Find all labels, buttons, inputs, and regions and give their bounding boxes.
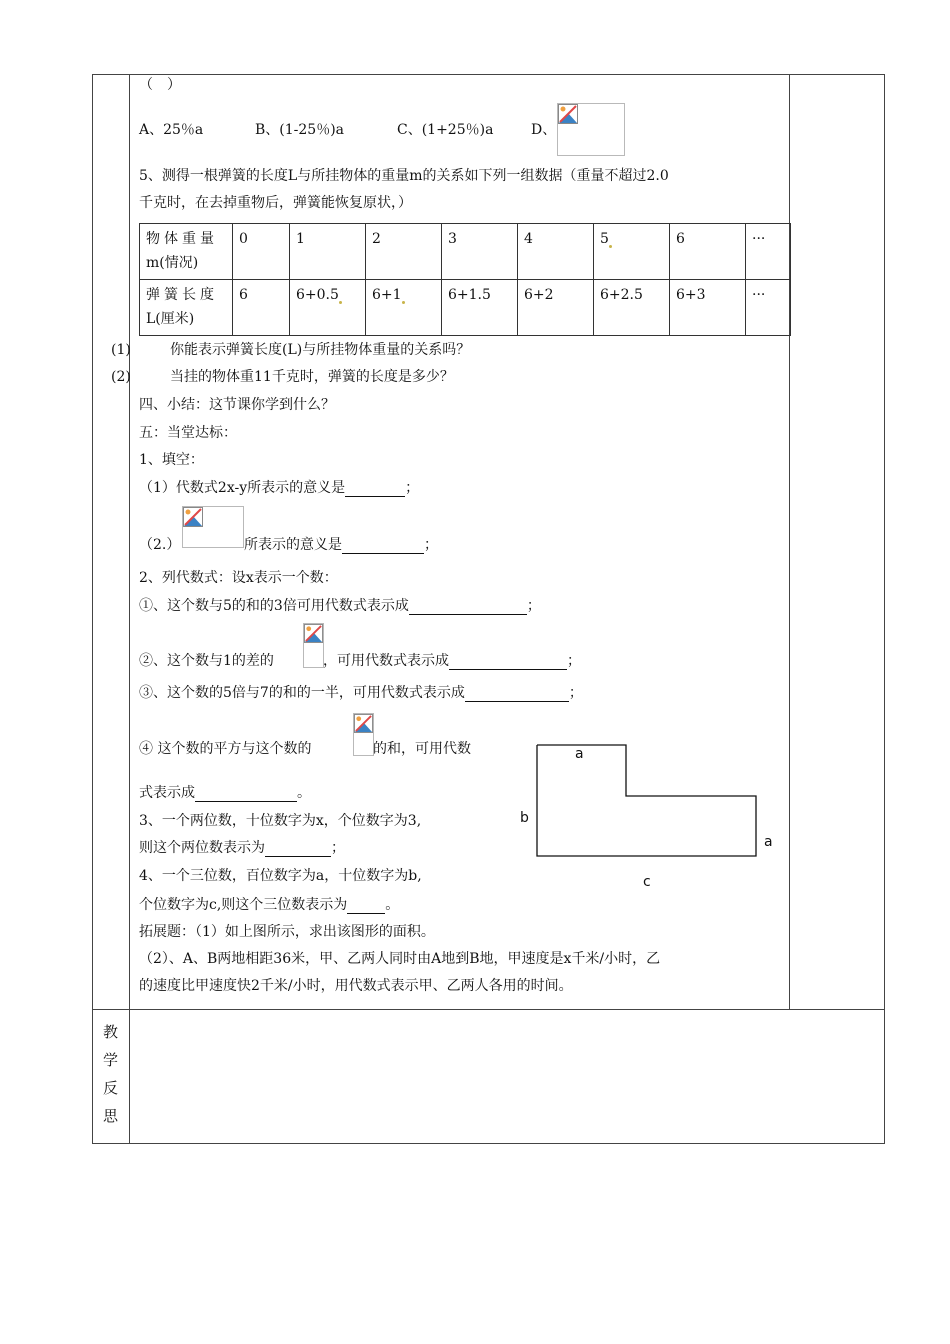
broken-image-icon [557,103,625,156]
table-cell: 6+0.5 [290,280,366,336]
dot-mark [402,301,405,304]
table-border-inner-left [129,74,130,1144]
q5-sub2-number: (2) [111,369,131,385]
expr-item-2: ，可用代数式表示成 ； [323,653,581,669]
fill-item-2: 所表示的意义是 ； [244,537,438,553]
table-cell: 0 [233,224,290,280]
figure-label-left: b [520,810,529,826]
table-border-bottom [92,1143,885,1144]
table-cell: 6+1 [366,280,442,336]
table-border-inner-right [789,74,790,1009]
table-row-divider [92,1009,885,1010]
table-cell: 4 [518,224,594,280]
fill-item-2-prefix: （2.） [139,537,181,553]
table-row [140,280,791,336]
table-cell: 2 [366,224,442,280]
q4b-line2: 个位数字为c,则这个三位数表示为 。 [139,897,400,913]
answer-blank [409,600,527,615]
spring-data-table [139,223,791,336]
q4-option-a: A、25％a [139,122,204,138]
broken-image-icon [353,713,374,756]
table-cell: 6+2.5 [594,280,670,336]
q4-option-b: B、(1-25％)a [255,122,345,138]
practice-heading: 五：当堂达标： [139,425,237,441]
table-cell: 5 [594,224,670,280]
extension-line2: （2）、A、B两地相距36米，甲、乙两人同时由A地到B地，甲速度是x千米/小时，乙 [139,951,661,967]
fill-title: 1、填空： [139,452,204,468]
broken-image-icon [182,506,244,548]
dot-mark [339,301,342,304]
q5-sub1-number: (1) [111,342,131,358]
teaching-reflection-label: 教 学 反 思 [102,1023,118,1125]
l-shape-figure [530,740,780,870]
answer-blank [342,539,424,554]
figure-label-bottom: c [643,874,651,890]
table-cell: ··· [746,280,791,336]
answer-blank [347,899,385,914]
table-cell: 6 [670,224,746,280]
figure-label-top: a [575,746,584,762]
expr-item-2-prefix: ②、这个数与1的差的 [139,653,274,669]
table-border-right [884,74,885,1144]
table-cell: ··· [746,224,791,280]
answer-blank [265,842,331,857]
table-cell: 6 [233,280,290,336]
q4-option-c: C、(1+25％)a [397,122,494,138]
expr-item-3: ③、这个数的5倍与7的和的一半，可用代数式表示成 ； [139,685,583,701]
q4-option-d: D、 [531,122,557,138]
table-cell: 3 [442,224,518,280]
table-cell: 6+2 [518,280,594,336]
expr-item-4-suffix: 的和，可用代数 [373,741,471,757]
q5-stem-line1: 5、测得一根弹簧的长度L与所挂物体的重量m的关系如下列一组数据（重量不超过2.0 [139,168,669,184]
table-cell: 1 [290,224,366,280]
answer-blank [449,655,567,670]
table-row [140,224,791,280]
expr-title: 2、列代数式：设x表示一个数： [139,570,338,586]
expr-item-4-prefix: ④ 这个数的平方与这个数的 [139,741,312,757]
expr-item-1: ①、这个数与5的和的3倍可用代数式表示成 ； [139,598,541,614]
table-header-cell: 物体重量 m(情况) [140,224,233,280]
q5-sub2: 当挂的物体重11千克时，弹簧的长度是多少？ [170,369,454,385]
summary-heading: 四、小结：这节课你学到什么？ [139,397,335,413]
q4-paren: （ ） [139,77,181,93]
q4b-line1: 4、一个三位数，百位数字为a，十位数字为b, [139,868,422,884]
q5-sub1: 你能表示弹簧长度(L)与所挂物体重量的关系吗？ [170,342,471,358]
expr-item-4-line2: 式表示成 。 [139,785,311,801]
table-cell: 6+3 [670,280,746,336]
table-border-left [92,74,93,1144]
q5-stem-line2: 千克时，在去掉重物后，弹簧能恢复原状，） [139,195,412,211]
extension-line1: 拓展题：（1）如上图所示，求出该图形的面积。 [139,924,435,940]
dot-mark [609,245,612,248]
figure-label-right: a [764,834,773,850]
table-header-cell: 弹簧长度 L(厘米) [140,280,233,336]
answer-blank [465,687,569,702]
answer-blank [345,482,405,497]
table-border-top [92,74,885,75]
extension-line3: 的速度比甲速度快2千米/小时，用代数式表示甲、乙两人各用的时间。 [139,978,573,994]
l-shape-outline [537,745,756,856]
q3-line1: 3、一个两位数，十位数字为x，个位数字为3, [139,813,422,829]
broken-image-icon [303,623,324,668]
answer-blank [195,787,297,802]
q3-line2: 则这个两位数表示为 ； [139,840,345,856]
fill-item-1: （1）代数式2x-y所表示的意义是 ； [139,480,420,496]
table-cell: 6+1.5 [442,280,518,336]
